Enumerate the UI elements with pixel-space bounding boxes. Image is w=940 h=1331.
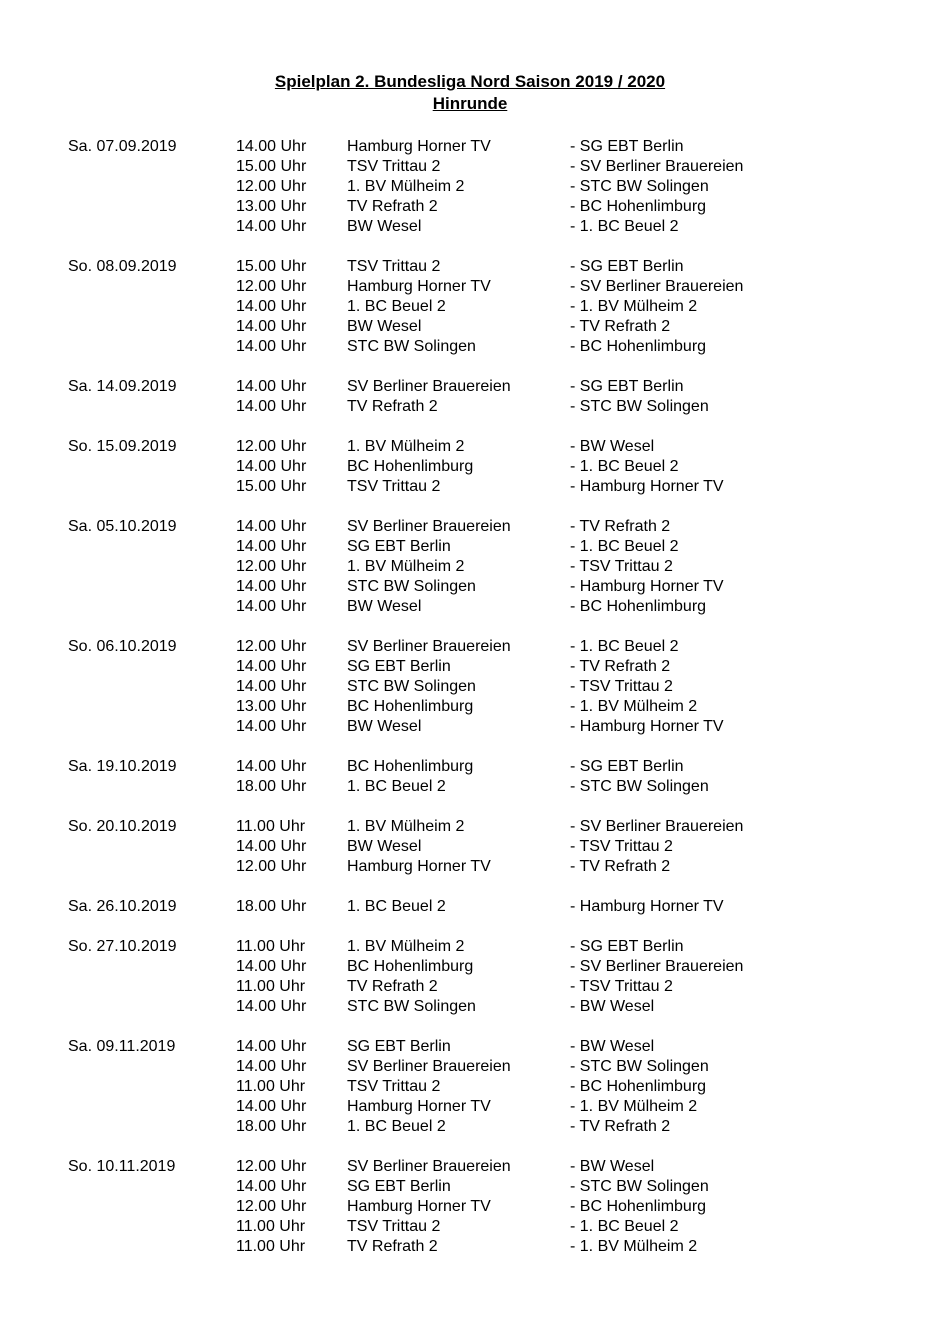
match-row xyxy=(0,1117,940,1137)
away-team: - SG EBT Berlin xyxy=(570,258,684,275)
match-row xyxy=(0,277,940,297)
home-team: 1. BV Mülheim 2 xyxy=(347,438,465,455)
match-time: 12.00 Uhr xyxy=(236,1158,307,1175)
match-date: Sa. 07.09.2019 xyxy=(68,138,177,155)
match-date: So. 08.09.2019 xyxy=(68,258,177,275)
match-row xyxy=(0,137,940,157)
match-time: 12.00 Uhr xyxy=(236,178,307,195)
away-team: - SV Berliner Brauereien xyxy=(570,158,744,175)
match-row xyxy=(0,1097,940,1117)
home-team: 1. BV Mülheim 2 xyxy=(347,818,465,835)
home-team: 1. BC Beuel 2 xyxy=(347,298,446,315)
match-time: 18.00 Uhr xyxy=(236,778,307,795)
match-time: 14.00 Uhr xyxy=(236,1178,307,1195)
page-subtitle: Hinrunde xyxy=(432,94,508,113)
home-team: SV Berliner Brauereien xyxy=(347,378,511,395)
home-team: SG EBT Berlin xyxy=(347,1038,451,1055)
away-team: - 1. BC Beuel 2 xyxy=(570,458,679,475)
match-date: So. 06.10.2019 xyxy=(68,638,177,655)
match-time: 14.00 Uhr xyxy=(236,578,307,595)
match-time: 14.00 Uhr xyxy=(236,998,307,1015)
match-time: 12.00 Uhr xyxy=(236,1198,307,1215)
home-team: SG EBT Berlin xyxy=(347,658,451,675)
match-row xyxy=(0,857,940,877)
match-row xyxy=(0,997,940,1017)
home-team: BW Wesel xyxy=(347,718,422,735)
match-time: 14.00 Uhr xyxy=(236,1038,307,1055)
match-day xyxy=(0,517,940,617)
match-day xyxy=(0,437,940,497)
home-team: TSV Trittau 2 xyxy=(347,158,441,175)
home-team: Hamburg Horner TV xyxy=(347,1198,491,1215)
match-day xyxy=(0,937,940,1017)
match-day xyxy=(0,897,940,917)
away-team: - Hamburg Horner TV xyxy=(570,898,724,915)
away-team: - SG EBT Berlin xyxy=(570,378,684,395)
match-row xyxy=(0,657,940,677)
home-team: TSV Trittau 2 xyxy=(347,1078,441,1095)
page-title: Spielplan 2. Bundesliga Nord Saison 2019 / 2020 xyxy=(274,72,666,91)
away-team: - TV Refrath 2 xyxy=(570,858,671,875)
match-row xyxy=(0,477,940,497)
away-team: - TSV Trittau 2 xyxy=(570,678,673,695)
match-row xyxy=(0,837,940,857)
away-team: - TV Refrath 2 xyxy=(570,318,671,335)
match-row xyxy=(0,297,940,317)
match-time: 13.00 Uhr xyxy=(236,198,307,215)
match-row xyxy=(0,957,940,977)
home-team: STC BW Solingen xyxy=(347,338,476,355)
home-team: TSV Trittau 2 xyxy=(347,258,441,275)
home-team: 1. BV Mülheim 2 xyxy=(347,938,465,955)
home-team: BW Wesel xyxy=(347,218,422,235)
home-team: SG EBT Berlin xyxy=(347,538,451,555)
match-row xyxy=(0,437,940,457)
away-team: - SV Berliner Brauereien xyxy=(570,958,744,975)
away-team: - 1. BC Beuel 2 xyxy=(570,218,679,235)
match-time: 12.00 Uhr xyxy=(236,438,307,455)
away-team: - SG EBT Berlin xyxy=(570,138,684,155)
match-time: 11.00 Uhr xyxy=(236,978,306,995)
match-day xyxy=(0,1037,940,1137)
match-time: 14.00 Uhr xyxy=(236,1058,307,1075)
match-day xyxy=(0,137,940,237)
match-row xyxy=(0,1037,940,1057)
home-team: BW Wesel xyxy=(347,838,422,855)
match-row xyxy=(0,717,940,737)
match-row xyxy=(0,257,940,277)
schedule-list xyxy=(0,137,940,1277)
match-row xyxy=(0,537,940,557)
away-team: - BW Wesel xyxy=(570,1158,655,1175)
home-team: Hamburg Horner TV xyxy=(347,278,491,295)
match-time: 14.00 Uhr xyxy=(236,218,307,235)
match-row xyxy=(0,317,940,337)
match-time: 14.00 Uhr xyxy=(236,718,307,735)
away-team: - STC BW Solingen xyxy=(570,1178,709,1195)
home-team: BW Wesel xyxy=(347,318,422,335)
match-time: 14.00 Uhr xyxy=(236,958,307,975)
home-team: 1. BC Beuel 2 xyxy=(347,898,446,915)
home-team: BW Wesel xyxy=(347,598,422,615)
match-row xyxy=(0,697,940,717)
match-day xyxy=(0,1157,940,1257)
home-team: TV Refrath 2 xyxy=(347,398,438,415)
match-row xyxy=(0,157,940,177)
away-team: - STC BW Solingen xyxy=(570,398,709,415)
match-time: 14.00 Uhr xyxy=(236,838,307,855)
home-team: Hamburg Horner TV xyxy=(347,858,491,875)
away-team: - TV Refrath 2 xyxy=(570,518,671,535)
away-team: - SV Berliner Brauereien xyxy=(570,818,744,835)
home-team: BC Hohenlimburg xyxy=(347,698,474,715)
match-row xyxy=(0,337,940,357)
match-row xyxy=(0,457,940,477)
home-team: SV Berliner Brauereien xyxy=(347,1158,511,1175)
match-time: 14.00 Uhr xyxy=(236,758,307,775)
home-team: Hamburg Horner TV xyxy=(347,138,491,155)
home-team: 1. BV Mülheim 2 xyxy=(347,178,465,195)
home-team: STC BW Solingen xyxy=(347,678,476,695)
home-team: Hamburg Horner TV xyxy=(347,1098,491,1115)
match-time: 14.00 Uhr xyxy=(236,518,307,535)
match-row xyxy=(0,817,940,837)
match-time: 12.00 Uhr xyxy=(236,638,307,655)
match-time: 14.00 Uhr xyxy=(236,598,307,615)
home-team: BC Hohenlimburg xyxy=(347,758,474,775)
home-team: 1. BV Mülheim 2 xyxy=(347,558,465,575)
match-day xyxy=(0,637,940,737)
match-time: 14.00 Uhr xyxy=(236,458,307,475)
match-row xyxy=(0,1077,940,1097)
match-time: 13.00 Uhr xyxy=(236,698,307,715)
match-row xyxy=(0,197,940,217)
match-date: Sa. 09.11.2019 xyxy=(68,1038,176,1055)
match-time: 15.00 Uhr xyxy=(236,478,307,495)
away-team: - TV Refrath 2 xyxy=(570,658,671,675)
match-time: 12.00 Uhr xyxy=(236,858,307,875)
home-team: SV Berliner Brauereien xyxy=(347,638,511,655)
match-row xyxy=(0,517,940,537)
match-row xyxy=(0,1057,940,1077)
home-team: TSV Trittau 2 xyxy=(347,1218,441,1235)
away-team: - TSV Trittau 2 xyxy=(570,978,673,995)
match-date: Sa. 19.10.2019 xyxy=(68,758,177,775)
match-row xyxy=(0,177,940,197)
match-time: 11.00 Uhr xyxy=(236,938,306,955)
away-team: - 1. BC Beuel 2 xyxy=(570,638,679,655)
match-row xyxy=(0,1157,940,1177)
away-team: - BC Hohenlimburg xyxy=(570,1078,707,1095)
away-team: - SV Berliner Brauereien xyxy=(570,278,744,295)
match-row xyxy=(0,777,940,797)
away-team: - BC Hohenlimburg xyxy=(570,1198,707,1215)
away-team: - BW Wesel xyxy=(570,1038,655,1055)
match-time: 11.00 Uhr xyxy=(236,1218,306,1235)
match-time: 18.00 Uhr xyxy=(236,1118,307,1135)
match-time: 12.00 Uhr xyxy=(236,278,307,295)
match-row xyxy=(0,1177,940,1197)
match-row xyxy=(0,937,940,957)
match-time: 15.00 Uhr xyxy=(236,158,307,175)
match-date: Sa. 26.10.2019 xyxy=(68,898,177,915)
match-time: 12.00 Uhr xyxy=(236,558,307,575)
match-row xyxy=(0,377,940,397)
home-team: STC BW Solingen xyxy=(347,998,476,1015)
home-team: TV Refrath 2 xyxy=(347,1238,438,1255)
match-date: So. 27.10.2019 xyxy=(68,938,177,955)
away-team: - 1. BC Beuel 2 xyxy=(570,1218,679,1235)
home-team: BC Hohenlimburg xyxy=(347,958,474,975)
match-day xyxy=(0,757,940,797)
away-team: - 1. BV Mülheim 2 xyxy=(570,698,698,715)
match-time: 14.00 Uhr xyxy=(236,538,307,555)
match-time: 14.00 Uhr xyxy=(236,298,307,315)
match-row xyxy=(0,397,940,417)
home-team: SV Berliner Brauereien xyxy=(347,518,511,535)
match-time: 14.00 Uhr xyxy=(236,338,307,355)
match-row xyxy=(0,1237,940,1257)
home-team: BC Hohenlimburg xyxy=(347,458,474,475)
away-team: - BC Hohenlimburg xyxy=(570,598,707,615)
match-row xyxy=(0,1197,940,1217)
match-time: 14.00 Uhr xyxy=(236,318,307,335)
away-team: - STC BW Solingen xyxy=(570,1058,709,1075)
home-team: STC BW Solingen xyxy=(347,578,476,595)
home-team: 1. BC Beuel 2 xyxy=(347,778,446,795)
home-team: 1. BC Beuel 2 xyxy=(347,1118,446,1135)
match-time: 11.00 Uhr xyxy=(236,1238,306,1255)
away-team: - STC BW Solingen xyxy=(570,778,709,795)
match-row xyxy=(0,637,940,657)
match-date: Sa. 05.10.2019 xyxy=(68,518,177,535)
match-row xyxy=(0,597,940,617)
away-team: - TSV Trittau 2 xyxy=(570,838,673,855)
away-team: - Hamburg Horner TV xyxy=(570,578,724,595)
away-team: - TV Refrath 2 xyxy=(570,1118,671,1135)
away-team: - 1. BC Beuel 2 xyxy=(570,538,679,555)
match-time: 11.00 Uhr xyxy=(236,818,306,835)
match-time: 15.00 Uhr xyxy=(236,258,307,275)
away-team: - Hamburg Horner TV xyxy=(570,478,724,495)
match-row xyxy=(0,557,940,577)
match-row xyxy=(0,977,940,997)
match-row xyxy=(0,757,940,777)
match-date: So. 20.10.2019 xyxy=(68,818,177,835)
match-row xyxy=(0,217,940,237)
home-team: TV Refrath 2 xyxy=(347,978,438,995)
home-team: TSV Trittau 2 xyxy=(347,478,441,495)
match-row xyxy=(0,677,940,697)
away-team: - 1. BV Mülheim 2 xyxy=(570,298,698,315)
match-time: 14.00 Uhr xyxy=(236,398,307,415)
match-time: 11.00 Uhr xyxy=(236,1078,306,1095)
match-date: So. 15.09.2019 xyxy=(68,438,177,455)
match-time: 14.00 Uhr xyxy=(236,658,307,675)
home-team: SV Berliner Brauereien xyxy=(347,1058,511,1075)
match-time: 14.00 Uhr xyxy=(236,378,307,395)
away-team: - 1. BV Mülheim 2 xyxy=(570,1238,698,1255)
match-row xyxy=(0,897,940,917)
match-date: So. 10.11.2019 xyxy=(68,1158,176,1175)
match-day xyxy=(0,817,940,877)
away-team: - BW Wesel xyxy=(570,438,655,455)
away-team: - SG EBT Berlin xyxy=(570,758,684,775)
away-team: - BC Hohenlimburg xyxy=(570,198,707,215)
away-team: - TSV Trittau 2 xyxy=(570,558,673,575)
match-row xyxy=(0,577,940,597)
away-team: - Hamburg Horner TV xyxy=(570,718,724,735)
away-team: - BW Wesel xyxy=(570,998,655,1015)
match-time: 18.00 Uhr xyxy=(236,898,307,915)
match-time: 14.00 Uhr xyxy=(236,678,307,695)
away-team: - 1. BV Mülheim 2 xyxy=(570,1098,698,1115)
match-day xyxy=(0,377,940,417)
match-row xyxy=(0,1217,940,1237)
match-time: 14.00 Uhr xyxy=(236,138,307,155)
match-day xyxy=(0,257,940,357)
match-date: Sa. 14.09.2019 xyxy=(68,378,177,395)
match-time: 14.00 Uhr xyxy=(236,1098,307,1115)
away-team: - SG EBT Berlin xyxy=(570,938,684,955)
away-team: - BC Hohenlimburg xyxy=(570,338,707,355)
home-team: SG EBT Berlin xyxy=(347,1178,451,1195)
home-team: TV Refrath 2 xyxy=(347,198,438,215)
away-team: - STC BW Solingen xyxy=(570,178,709,195)
